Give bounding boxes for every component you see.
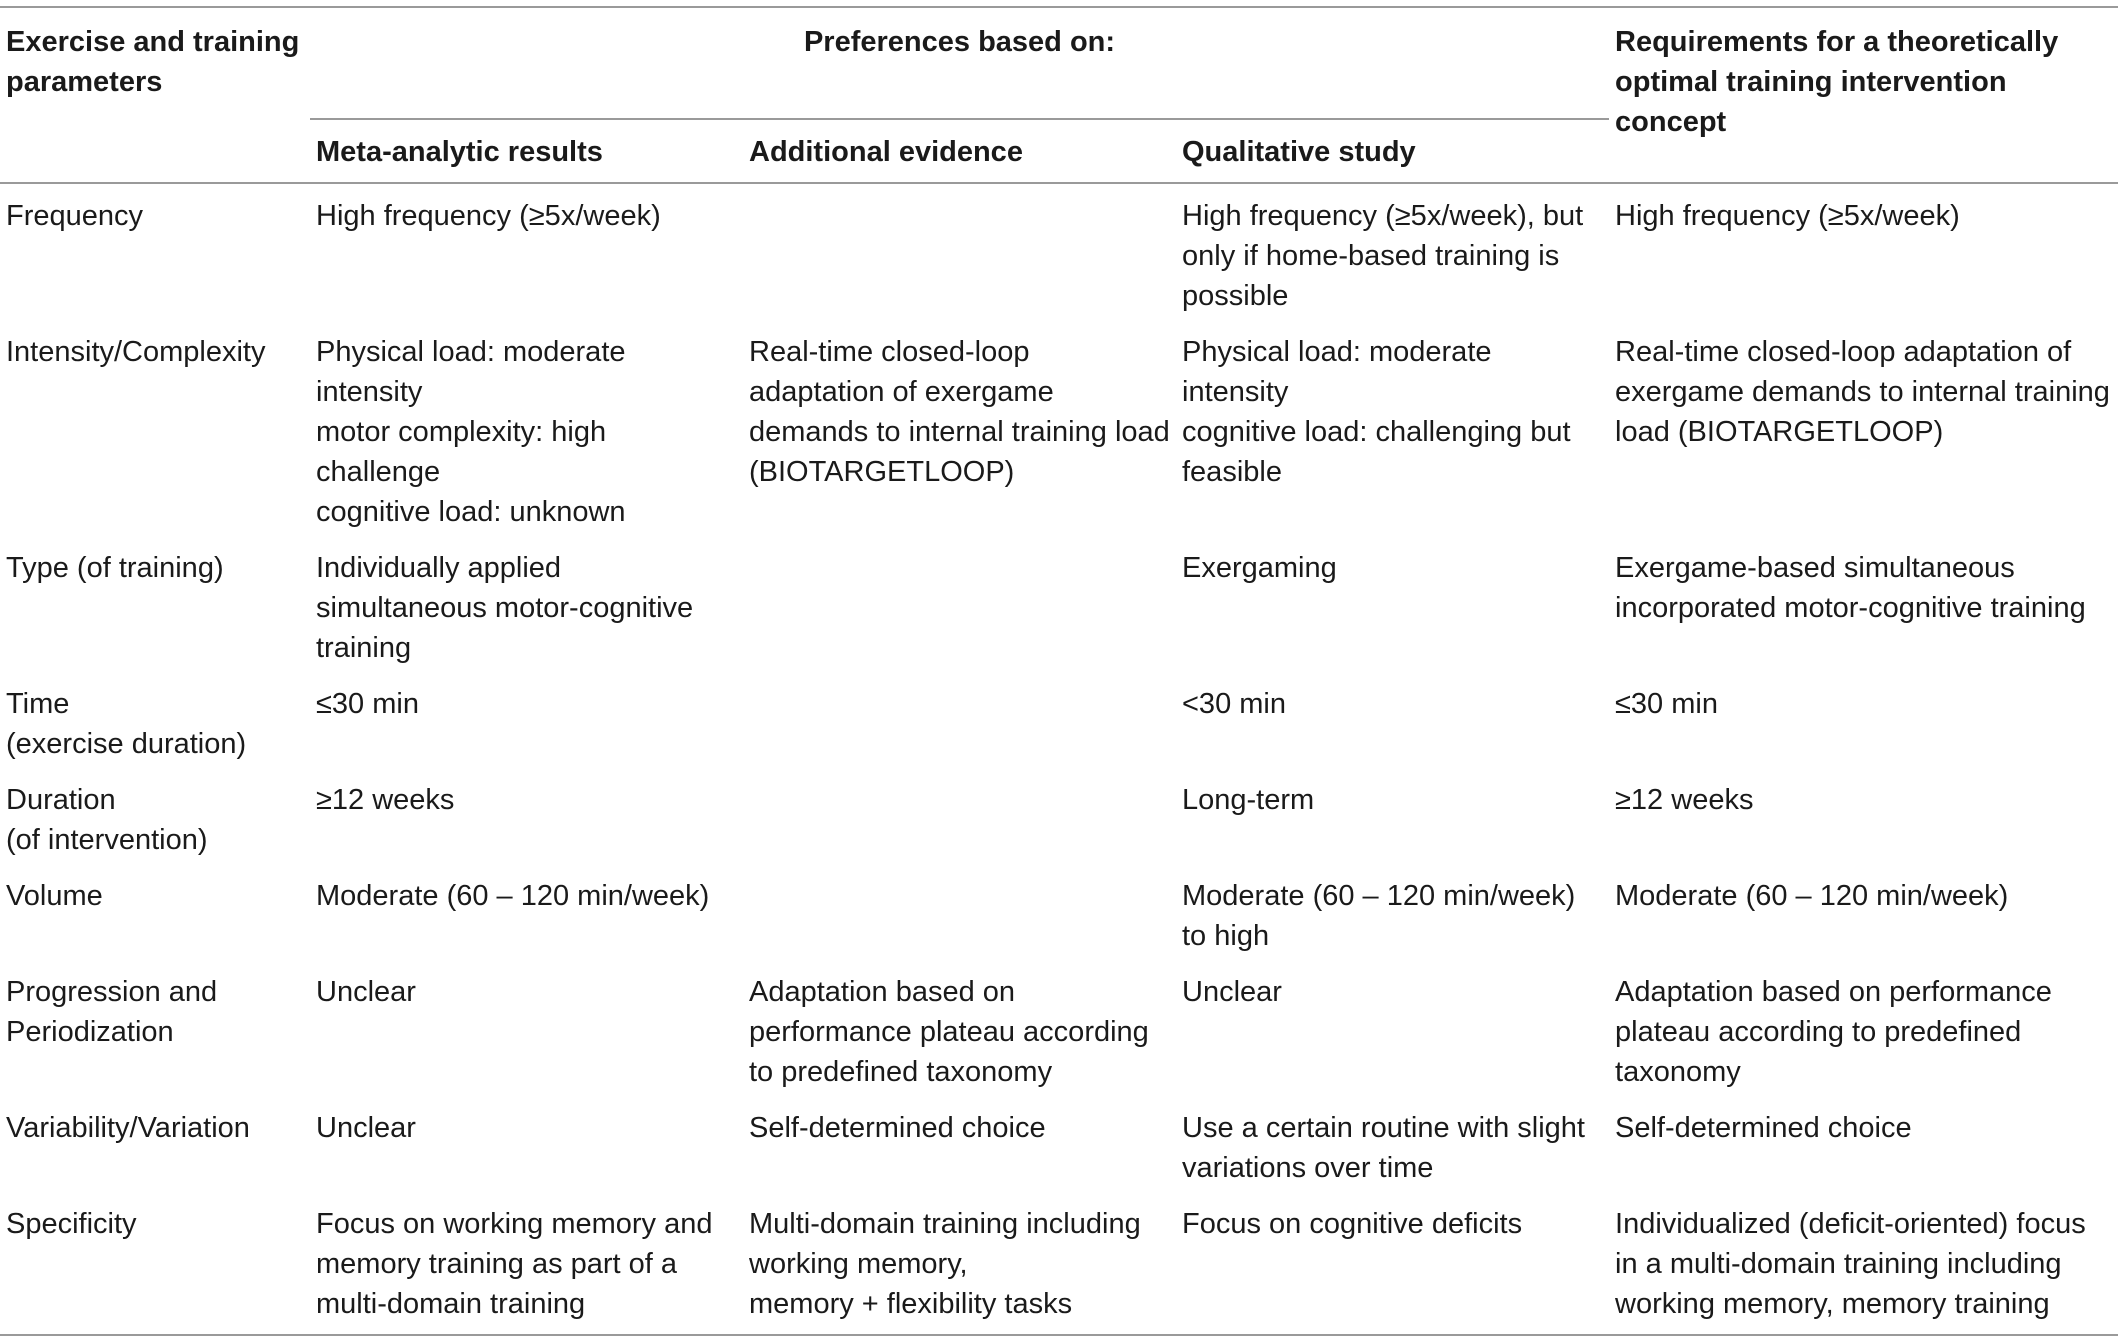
cell-additional-evidence	[743, 864, 1176, 960]
cell-text: ≤30 min	[1615, 688, 1718, 720]
cell-text: Focus on cognitive deficits	[1182, 1208, 1523, 1240]
cell-text: Self-determined choice	[1615, 1112, 1912, 1144]
parameter-line: Duration	[6, 784, 116, 816]
cell-additional-evidence	[743, 1192, 1176, 1335]
cell-qualitative-study	[1176, 864, 1609, 960]
cell-parameter: Variability/Variation	[6, 1112, 250, 1144]
cell-parameter: Frequency	[6, 200, 144, 232]
cell-text: Individualized (deficit-oriented) focus in a multi-domain training including working memory, memory training	[1615, 1208, 2086, 1320]
cell-qualitative-study	[1176, 536, 1609, 672]
cell-requirements	[1609, 1192, 2118, 1335]
cell-meta-analytic	[310, 183, 743, 320]
cell-text: ≥12 weeks	[316, 784, 455, 816]
cell-text: Adaptation based on performance plateau according to predefined taxonomy	[1615, 976, 2052, 1088]
parameter-line: Time	[6, 688, 70, 720]
table-row	[0, 320, 2118, 536]
cell-text: Unclear	[316, 1112, 416, 1144]
cell-requirements	[1609, 864, 2118, 960]
cell-text: Exergaming	[1182, 552, 1337, 584]
parameter-line: (of intervention)	[6, 824, 208, 856]
training-parameters-table	[0, 6, 2118, 1336]
cell-text: Physical load: moderate intensity	[1182, 336, 1492, 408]
cell-text: motor complexity: high challenge	[316, 416, 607, 488]
table-row	[0, 1192, 2118, 1335]
cell-parameter: Intensity/Complexity	[6, 336, 266, 368]
cell-additional-evidence	[743, 1096, 1176, 1192]
cell-meta-analytic	[310, 536, 743, 672]
cell-meta-analytic	[310, 768, 743, 864]
cell-text: cognitive load: challenging but feasible	[1182, 416, 1571, 488]
cell-text: Moderate (60 – 120 min/week) to high	[1182, 880, 1576, 952]
header-qualitative-study: Qualitative study	[1176, 119, 1609, 183]
cell-meta-analytic	[310, 1192, 743, 1335]
cell-text: memory + flexibility tasks	[749, 1288, 1073, 1320]
parameter-line: (exercise duration)	[6, 728, 247, 760]
cell-text: Unclear	[316, 976, 416, 1008]
cell-text: Adaptation based on performance plateau according to predefined taxonomy	[749, 976, 1149, 1088]
cell-text: Self-determined choice	[749, 1112, 1046, 1144]
cell-requirements	[1609, 536, 2118, 672]
cell-meta-analytic	[310, 320, 743, 536]
cell-text: ≥12 weeks	[1615, 784, 1754, 816]
cell-parameter: Volume	[6, 880, 103, 912]
cell-requirements	[1609, 672, 2118, 768]
cell-qualitative-study	[1176, 768, 1609, 864]
cell-qualitative-study	[1176, 1192, 1609, 1335]
cell-requirements	[1609, 320, 2118, 536]
table-row	[0, 1096, 2118, 1192]
cell-text: ≤30 min	[316, 688, 419, 720]
cell-parameter: Specificity	[0, 1192, 310, 1335]
cell-text: Real-time closed-loop adaptation of exergame demands to internal training load (BIOTARGETLOOP)	[1615, 336, 2110, 448]
cell-qualitative-study	[1176, 672, 1609, 768]
cell-additional-evidence	[743, 768, 1176, 864]
header-exercise-parameters: Exercise and training parameters	[0, 7, 310, 183]
cell-additional-evidence	[743, 672, 1176, 768]
cell-parameter: Type (of training)	[6, 552, 224, 584]
cell-requirements	[1609, 183, 2118, 320]
cell-requirements	[1609, 768, 2118, 864]
cell-text: High frequency (≥5x/week), but only if home-based training is possible	[1182, 200, 1584, 312]
cell-text: Multi-domain training including working memory,	[749, 1208, 1141, 1280]
cell-requirements	[1609, 960, 2118, 1096]
cell-parameter	[0, 768, 310, 864]
cell-text: High frequency (≥5x/week)	[316, 200, 661, 232]
cell-additional-evidence	[743, 960, 1176, 1096]
cell-meta-analytic	[310, 672, 743, 768]
cell-requirements	[1609, 1096, 2118, 1192]
cell-text: Physical load: moderate intensity	[316, 336, 626, 408]
cell-text: Use a certain routine with slight variations over time	[1182, 1112, 1585, 1184]
cell-text: Moderate (60 – 120 min/week)	[316, 880, 710, 912]
cell-text: Moderate (60 – 120 min/week)	[1615, 880, 2009, 912]
header-meta-analytic: Meta-analytic results	[310, 119, 743, 183]
cell-meta-analytic	[310, 1096, 743, 1192]
cell-additional-evidence	[743, 320, 1176, 536]
cell-text: Individually applied simultaneous motor-cognitive training	[316, 552, 694, 664]
cell-parameter	[0, 672, 310, 768]
cell-additional-evidence	[743, 536, 1176, 672]
table-row	[0, 183, 2118, 320]
cell-meta-analytic	[310, 960, 743, 1096]
cell-text: Real-time closed-loop adaptation of exergame demands to internal training load (BIOTARGETLOOP)	[749, 336, 1170, 488]
cell-text: High frequency (≥5x/week)	[1615, 200, 1960, 232]
table-row	[0, 536, 2118, 672]
table-row	[0, 864, 2118, 960]
cell-qualitative-study	[1176, 960, 1609, 1096]
table-row	[0, 672, 2118, 768]
cell-meta-analytic	[310, 864, 743, 960]
cell-text: Long-term	[1182, 784, 1315, 816]
cell-text: Exergame-based simultaneous incorporated motor-cognitive training	[1615, 552, 2086, 624]
table-row	[0, 960, 2118, 1096]
cell-text: Focus on working memory and memory training as part of a multi-domain training	[316, 1208, 713, 1320]
cell-qualitative-study	[1176, 320, 1609, 536]
cell-qualitative-study	[1176, 1096, 1609, 1192]
cell-additional-evidence	[743, 183, 1176, 320]
cell-text: cognitive load: unknown	[316, 496, 626, 528]
table-row	[0, 768, 2118, 864]
header-additional-evidence: Additional evidence	[743, 119, 1176, 183]
header-preferences: Preferences based on:	[310, 7, 1609, 119]
cell-text: <30 min	[1182, 688, 1286, 720]
cell-parameter: Progression and Periodization	[6, 976, 218, 1048]
cell-qualitative-study	[1176, 183, 1609, 320]
header-requirements: Requirements for a theoretically optimal training intervention concept	[1609, 7, 2118, 183]
cell-text: Unclear	[1182, 976, 1282, 1008]
